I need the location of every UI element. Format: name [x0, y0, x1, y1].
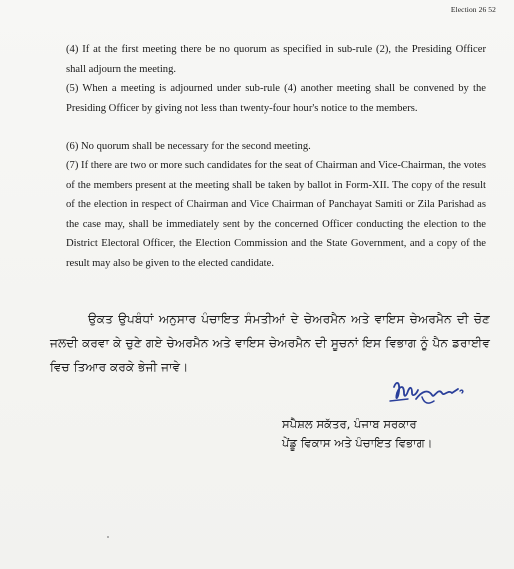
handwritten-signature: [388, 377, 468, 417]
paper-speck: [107, 536, 109, 538]
signatory-designation: ਸਪੈਸ਼ਲ ਸਕੱਤਰ, ਪੰਜਾਬ ਸਰਕਾਰ: [282, 417, 417, 431]
clause-4: (4) If at the first meeting there be no quorum as specified in sub-rule (2), the Presiding Officer shall adjourn the meeting.: [66, 44, 486, 75]
punjabi-instruction: ਉਕਤ ਉਪਬੰਧਾਂ ਅਨੁਸਾਰ ਪੰਚਾਇਤ ਸੰਮਤੀਆਂ ਦੇ ਚੇਅਰਮੈਨ ਅਤੇ ਵਾਇਸ ਚੇਅਰਮੈਨ ਦੀ ਚੋਣ ਜਲਦੀ ਕਰਵਾ ਕੇ ਚੁਣੇ ਗਏ ਚੇਅਰਮੈਨ ਅਤੇ ਵਾਇਸ ਚੇਅਰਮੈਨ ਦੀ ਸੂਚਨਾਂ ਇਸ ਵਿਭਾਗ ਨੂੰ ਪੈਨ ਡਰਾਈਵ ਵਿਚ ਤਿਆਰ ਕਰਕੇ ਭੇਜੀ ਜਾਵੇ।: [50, 312, 490, 374]
page-reference: Election 26 52: [450, 5, 496, 14]
clause-5: (5) When a meeting is adjourned under sub-rule (4) another meeting shall be convened by the Presiding Officer by giving not less than twenty-four hour's notice to the members.: [66, 83, 486, 114]
clause-7: (7) If there are two or more such candidates for the seat of Chairman and Vice-Chairman, the votes of the members present at the meeting shall be taken by ballot in Form-XII. The copy of the result of the election in respect of Chairman and Vice Chairman of Panchayat Samiti or Zila Parishad as the case may, shall be immediately sent by the concerned Officer conducting the election to the District Electoral Officer, the Election Commission and the State Government, and a copy of the result may also be given to the elected candidate.: [66, 160, 486, 269]
signatory-department: ਪੇਂਡੂ ਵਿਕਾਸ ਅਤੇ ਪੰਚਾਇਤ ਵਿਭਾਗ।: [282, 436, 433, 450]
clause-6: (6) No quorum shall be necessary for the second meeting.: [66, 141, 311, 152]
